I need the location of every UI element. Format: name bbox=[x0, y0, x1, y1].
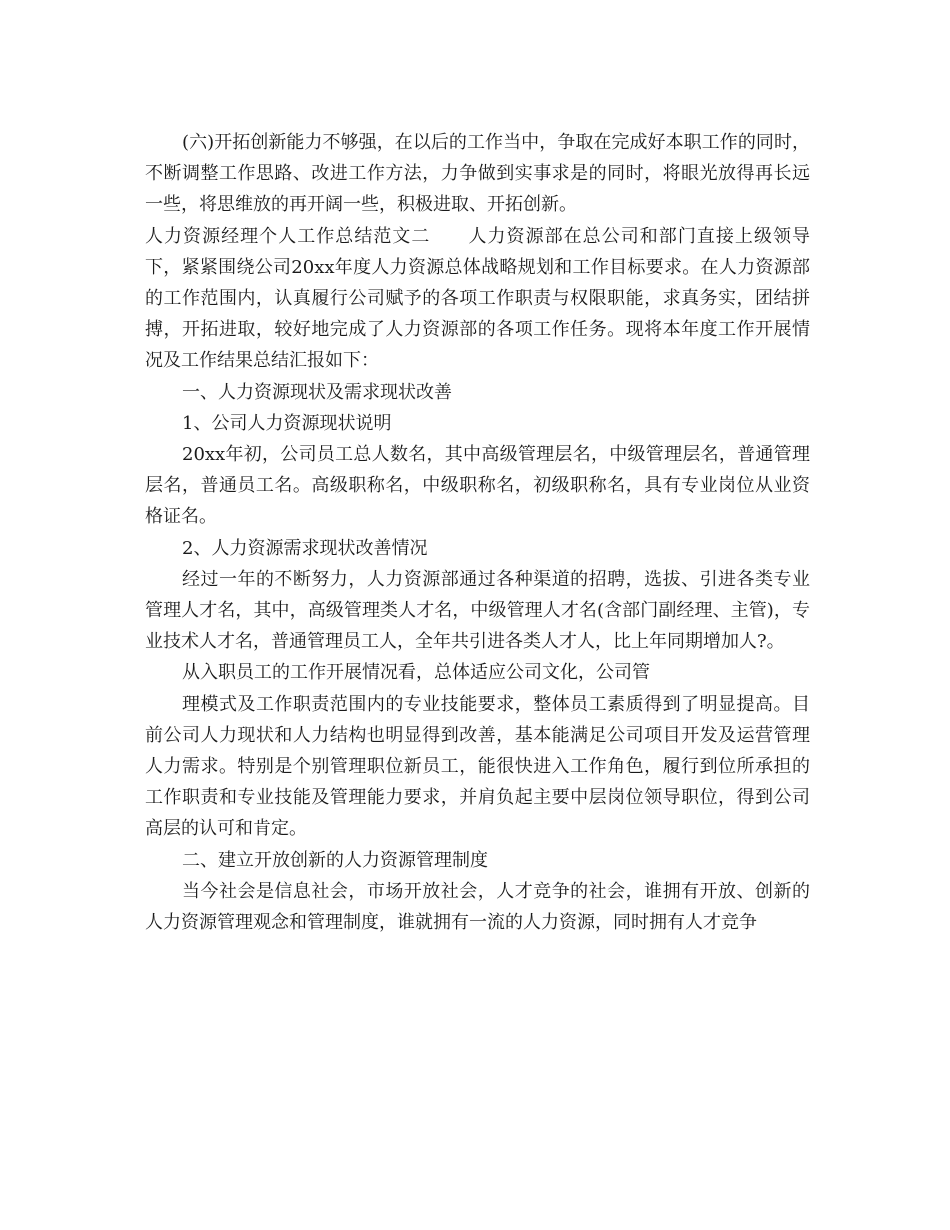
paragraph-new-staff-performance: 从入职员工的工作开展情况看，总体适应公司文化，公司管 bbox=[182, 662, 650, 684]
paragraph-recruitment: 经过一年的不断努力，人力资源部通过各种渠道的招聘，选拔、引进各类专业管理人才名，其中，高级管理类人才名，中级管理人才名(含部门副经理、主管)，专业技术人才名，普通管理员工人，全年共引进各类人才人，比上年同期增加人?。 bbox=[145, 568, 810, 653]
subheading-hr-status-description: 1、公司人力资源现状说明 bbox=[182, 412, 392, 434]
heading-management-system: 二、建立开放创新的人力资源管理制度 bbox=[182, 849, 488, 871]
paragraph-summary-intro: 人力资源经理个人工作总结范文二 人力资源部在总公司和部门直接上级领导下，紧紧围绕公司20xx年度人力资源总体战略规划和工作目标要求。在人力资源部的工作范围内，认真履行公司赋予的各项工作职责与权限职能，求真务实，团结拼搏，开拓进取，较好地完成了人力资源部的各项工作任务。现将本年度工作开展情况及工作结果总结汇报如下： bbox=[145, 225, 810, 372]
paragraph-innovation: (六)开拓创新能力不够强，在以后的工作当中，争取在完成好本职工作的同时，不断调整工作思路、改进工作方法，力争做到实事求是的同时，将眼光放得再长远一些，将思维放的再开阔一些，积极进取、开拓创新。 bbox=[145, 132, 810, 216]
paragraph-staff-numbers: 20xx年初，公司员工总人数名，其中高级管理层名，中级管理层名，普通管理层名，普通员工名。高级职称名，中级职称名，初级职称名，具有专业岗位从业资格证名。 bbox=[145, 444, 810, 528]
document-body bbox=[145, 127, 810, 938]
subheading-demand-improvement: 2、人力资源需求现状改善情况 bbox=[182, 537, 428, 559]
paragraph-information-society: 当今社会是信息社会，市场开放社会，人才竞争的社会，谁拥有开放、创新的人力资源管理观念和管理制度，谁就拥有一流的人力资源，同时拥有人才竞争 bbox=[145, 880, 810, 934]
paragraph-staff-quality: 理模式及工作职责范围内的专业技能要求，整体员工素质得到了明显提高。目前公司人力现状和人力结构也明显得到改善，基本能满足公司项目开发及运营管理人力需求。特别是个别管理职位新员工，能很快进入工作角色，履行到位所承担的工作职责和专业技能及管理能力要求，并肩负起主要中层岗位领导职位，得到公司高层的认可和肯定。 bbox=[145, 693, 810, 840]
heading-hr-status: 一、人力资源现状及需求现状改善 bbox=[182, 381, 452, 403]
